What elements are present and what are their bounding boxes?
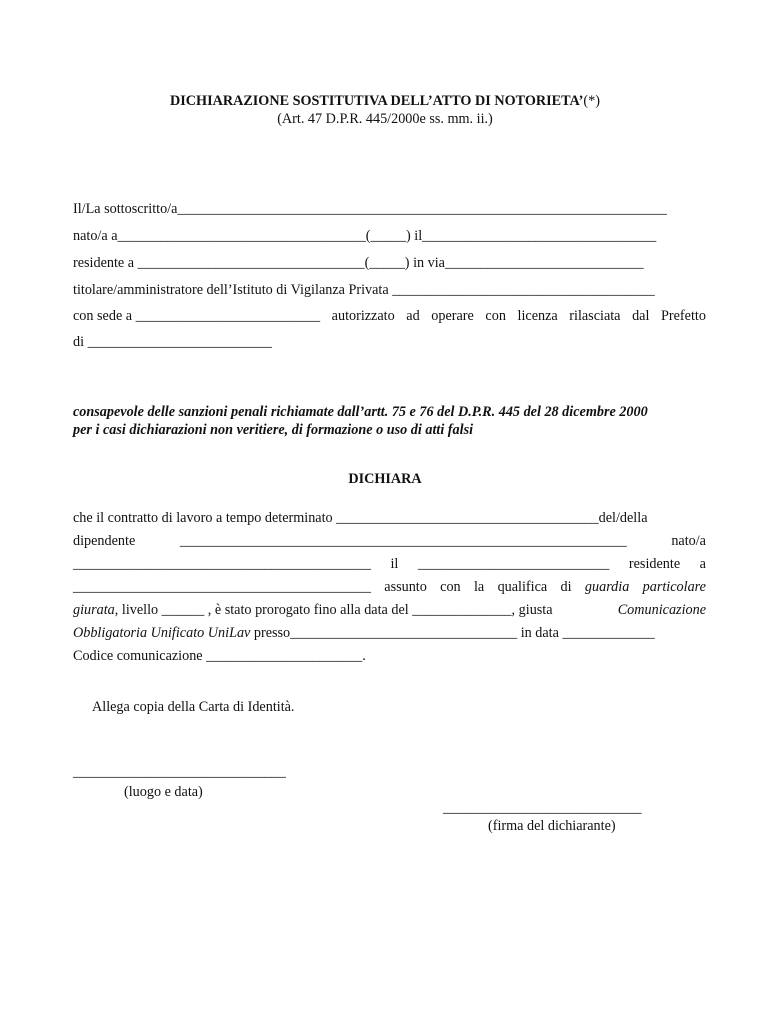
declarant-residence-line: residente a ________________________________(_____) in via____________________________ <box>73 255 644 271</box>
dichiara-line-4 <box>73 578 706 596</box>
word-comunicazione: Comunicazione <box>617 602 706 618</box>
page-title <box>0 92 770 110</box>
attachment-note: Allega copia della Carta di Identità. <box>92 699 295 715</box>
contract-text: che il contratto di lavoro a tempo determinato <box>73 510 333 526</box>
word-prefetto: Prefetto <box>661 308 706 324</box>
dichiara-heading: DICHIARA <box>348 471 422 487</box>
declarant-prefecture-line: di __________________________ <box>73 334 273 350</box>
residence-blank: __________________________________________ <box>73 579 371 595</box>
word-con-2: con <box>440 579 461 595</box>
word-operare: operare <box>431 308 474 324</box>
place-date-line: ______________________________ <box>73 764 286 780</box>
word-qualifica: qualifica <box>497 579 548 595</box>
dichiara-line-5 <box>73 601 706 619</box>
contract-blank: _____________________________________del/della <box>336 510 648 526</box>
page-subtitle: (Art. 47 D.P.R. 445/2000e ss. mm. ii.) <box>277 111 493 127</box>
word-rilasciata: rilasciata <box>569 308 621 324</box>
birthdate-blank: ___________________________ <box>417 556 610 572</box>
extension-detail: , livello ______ , è stato prorogato fino alla data del ______________, giusta <box>114 602 553 618</box>
legal-notice-line-2: per i casi dichiarazioni non veritiere, di formazione o uso di atti falsi <box>73 422 474 438</box>
word-assunto: assunto <box>384 579 427 595</box>
place-date-label: (luogo e data) <box>124 784 203 800</box>
unilav-label: Obbligatoria Unificato UniLav <box>73 625 251 641</box>
word-autorizzato: autorizzato <box>331 308 395 324</box>
word-guardia: guardia <box>584 579 630 595</box>
dichiara-line-6 <box>73 624 655 642</box>
declarant-seat-line <box>73 307 706 325</box>
signature-label: (firma del dichiarante) <box>488 818 616 834</box>
communication-code-line: Codice comunicazione ______________________. <box>73 648 366 664</box>
seat-blank: con sede a __________________________ <box>73 308 321 324</box>
word-a: a <box>699 556 706 572</box>
employee-blank: _______________________________________________________________ <box>179 533 627 549</box>
dichiara-line-2 <box>73 532 706 550</box>
word-particolare: particolare <box>642 579 706 595</box>
word-dal: dal <box>632 308 650 324</box>
declarant-birth-line: nato/a a___________________________________(_____) il_________________________________ <box>73 228 657 244</box>
birthplace-blank: __________________________________________ <box>73 556 371 572</box>
title-text: DICHIARAZIONE SOSTITUTIVA DELL’ATTO DI NOTORIETA’ <box>170 93 584 109</box>
word-di: di <box>560 579 572 595</box>
word-nato: nato/a <box>671 533 706 549</box>
extension-text <box>73 601 553 619</box>
legal-notice-line-1: consapevole delle sanzioni penali richiamate dall’artt. 75 e 76 del D.P.R. 445 del 28 dicembre 2000 <box>73 404 648 420</box>
word-licenza: licenza <box>517 308 558 324</box>
word-residente: residente <box>628 556 681 572</box>
declarant-institute-line: titolare/amministratore dell’Istituto di Vigilanza Privata _____________________________________ <box>73 282 655 298</box>
word-con: con <box>485 308 506 324</box>
signature-line: ____________________________ <box>443 800 642 816</box>
unilav-detail: presso________________________________ in data _____________ <box>250 625 655 641</box>
word-ad: ad <box>406 308 420 324</box>
word-il: il <box>390 556 399 572</box>
dichiara-line-3 <box>73 555 706 573</box>
title-asterisk-mark: (*) <box>583 93 600 109</box>
word-la: la <box>473 579 485 595</box>
declarant-name-line: Il/La sottoscritto/a_____________________________________________________________________ <box>73 201 667 217</box>
dichiara-line-1 <box>73 509 648 527</box>
word-giurata: giurata <box>73 602 115 618</box>
word-dipendente: dipendente <box>73 533 136 549</box>
